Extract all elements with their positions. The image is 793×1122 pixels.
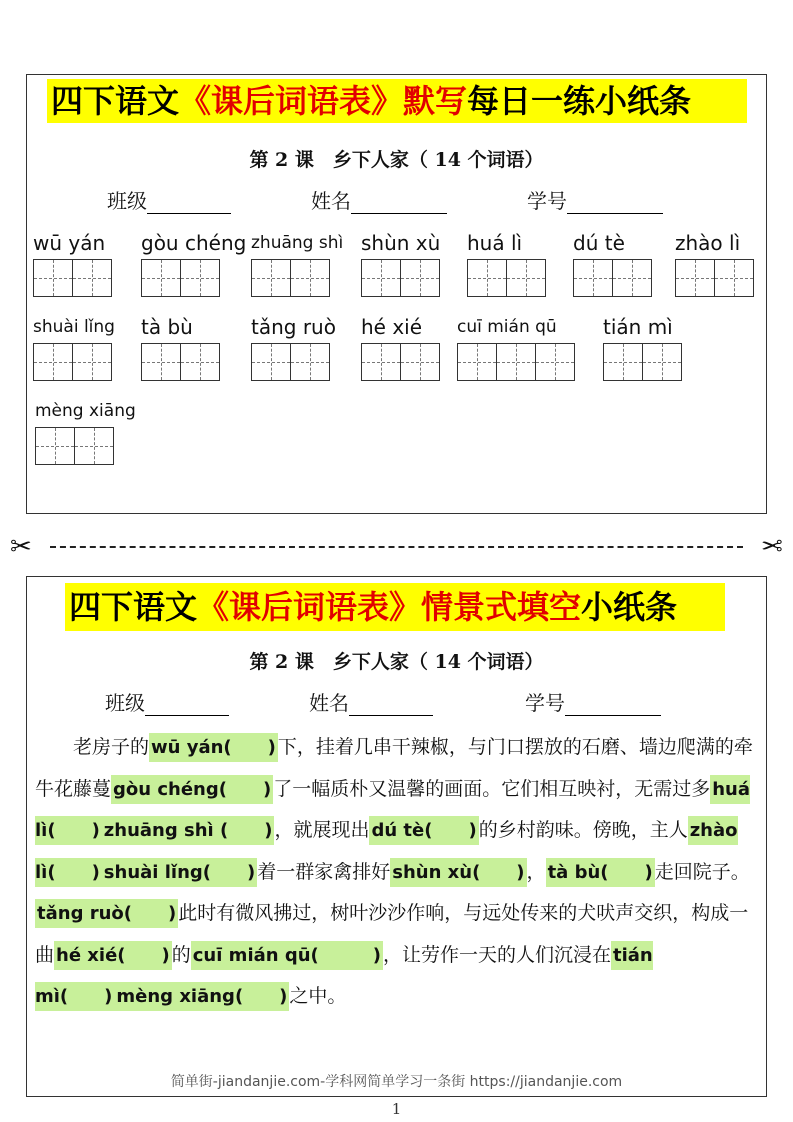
class-line[interactable] — [147, 194, 231, 214]
name-line[interactable] — [351, 194, 447, 214]
name-label: 姓名 — [309, 691, 349, 715]
character-cell[interactable] — [141, 343, 181, 381]
story-text: ， — [526, 860, 546, 883]
pinyin-label: shùn xù — [361, 231, 441, 255]
character-cell[interactable] — [251, 343, 291, 381]
writing-grid — [361, 259, 440, 297]
fill-blank[interactable]: cuī mián qū( ) — [191, 941, 383, 970]
fill-blank[interactable]: zhào lì( ) — [35, 816, 738, 887]
word-item — [603, 315, 682, 381]
title-suffix: 每日一练小纸条 — [467, 82, 692, 120]
writing-grid — [675, 259, 754, 297]
pinyin-label: wū yán — [33, 231, 106, 255]
word-item — [35, 399, 136, 465]
fill-blank[interactable]: huá lì( ) — [35, 775, 750, 846]
scissors-icon: ✂ — [761, 532, 783, 562]
word-item — [251, 231, 343, 297]
story-text: 了一幅质朴又温馨的画面。它们相互映衬，无需过多 — [273, 777, 711, 800]
pinyin-label: tǎng ruò — [251, 315, 336, 339]
lesson-heading: 第 2 课 乡下人家（ 14 个词语） — [249, 149, 544, 171]
cut-line — [10, 533, 783, 561]
character-cell[interactable] — [400, 259, 440, 297]
pinyin-label: cuī mián qū — [457, 317, 557, 337]
title-suffix: 小纸条 — [581, 588, 678, 626]
word-item — [573, 231, 652, 297]
character-cell[interactable] — [603, 343, 643, 381]
character-cell[interactable] — [457, 343, 497, 381]
writing-grid — [33, 343, 115, 381]
character-cell[interactable] — [675, 259, 715, 297]
story-text: 走回院子。 — [654, 860, 750, 883]
story-text: ，就展现出 — [274, 819, 370, 841]
character-cell[interactable] — [290, 259, 330, 297]
writing-grid — [251, 259, 343, 297]
word-item — [141, 315, 220, 381]
character-cell[interactable] — [361, 259, 401, 297]
character-cell[interactable] — [74, 427, 114, 465]
page-number: 1 — [391, 1100, 402, 1118]
fill-blank[interactable]: tà bù( ) — [546, 858, 655, 887]
character-cell[interactable] — [72, 259, 112, 297]
character-cell[interactable] — [642, 343, 682, 381]
fill-blank[interactable]: shùn xù( ) — [390, 858, 526, 887]
character-cell[interactable] — [141, 259, 181, 297]
class-label: 班级 — [107, 189, 147, 213]
character-cell[interactable] — [290, 343, 330, 381]
word-item — [361, 315, 440, 381]
name-field[interactable] — [311, 185, 447, 214]
name-field[interactable] — [309, 687, 433, 716]
word-item — [675, 231, 754, 297]
fill-blank[interactable]: hé xié( ) — [54, 941, 172, 970]
id-line[interactable] — [567, 194, 663, 214]
story-paragraph — [35, 727, 761, 1018]
lesson-heading: 第 2 课 乡下人家（ 14 个词语） — [249, 651, 544, 673]
name-label: 姓名 — [311, 189, 351, 213]
scissors-icon: ✂ — [10, 532, 32, 562]
title-prefix: 四下语文 — [69, 588, 198, 626]
writing-grid — [141, 343, 220, 381]
writing-grid — [361, 343, 440, 381]
fill-blank[interactable]: gòu chéng( ) — [111, 775, 273, 804]
character-cell[interactable] — [400, 343, 440, 381]
pinyin-label: zhào lì — [675, 231, 741, 255]
pinyin-label: mèng xiāng — [35, 401, 136, 421]
class-label: 班级 — [105, 691, 145, 715]
student-id-field[interactable] — [525, 687, 661, 716]
writing-grid — [457, 343, 575, 381]
character-cell[interactable] — [496, 343, 536, 381]
pinyin-label: dú tè — [573, 231, 625, 255]
card-title — [47, 79, 747, 123]
character-cell[interactable] — [573, 259, 613, 297]
story-text: ，让劳作一天的人们沉浸在 — [383, 943, 612, 966]
word-item — [33, 315, 115, 381]
word-item — [141, 231, 246, 297]
story-text: 下，挂着几串干辣椒，与门口摆放的石磨、墙边爬满的牵牛花藤蔓 — [35, 736, 753, 800]
character-cell[interactable] — [361, 343, 401, 381]
pinyin-label: shuài lǐng — [33, 317, 115, 337]
student-id-field[interactable] — [527, 185, 663, 214]
story-text: 老房子的 — [73, 736, 150, 758]
pinyin-label: huá lì — [467, 231, 523, 255]
pinyin-label: gòu chéng — [141, 231, 247, 255]
card-title — [65, 583, 725, 631]
word-item — [251, 315, 336, 381]
story-text: 之中。 — [289, 985, 347, 1007]
story-text: 的乡村韵味。傍晚，主人 — [478, 819, 688, 841]
character-cell[interactable] — [180, 259, 220, 297]
story-text: 的 — [171, 943, 191, 966]
writing-grid — [573, 259, 652, 297]
title-highlight: 《课后词语表》默写 — [179, 82, 468, 120]
character-cell[interactable] — [535, 343, 575, 381]
word-item — [467, 231, 546, 297]
character-cell[interactable] — [251, 259, 291, 297]
word-item — [361, 231, 440, 297]
writing-grid — [35, 427, 136, 465]
word-item — [33, 231, 112, 297]
dictation-card — [26, 74, 767, 514]
character-cell[interactable] — [180, 343, 220, 381]
dashed-divider — [50, 546, 743, 548]
pinyin-label: zhuāng shì — [251, 233, 344, 253]
fill-blank[interactable]: tián mì( ) — [35, 941, 653, 1012]
character-cell[interactable] — [72, 343, 112, 381]
id-label: 学号 — [525, 691, 565, 715]
story-text: 着一群家禽排好 — [257, 860, 391, 883]
class-field[interactable] — [105, 687, 229, 716]
writing-grid — [603, 343, 682, 381]
fill-blank[interactable]: zhuāng shì ( ) — [102, 816, 275, 845]
character-cell[interactable] — [467, 259, 507, 297]
title-prefix: 四下语文 — [51, 82, 180, 120]
class-line[interactable] — [145, 696, 229, 716]
story-passage — [35, 727, 761, 1018]
pinyin-label: tián mì — [603, 315, 673, 339]
fill-blank[interactable]: shuài lǐng( ) — [102, 858, 257, 887]
pinyin-label: tà bù — [141, 315, 193, 339]
character-cell[interactable] — [35, 427, 75, 465]
writing-grid — [467, 259, 546, 297]
character-cell[interactable] — [506, 259, 546, 297]
name-line[interactable] — [349, 696, 433, 716]
fill-in-card — [26, 576, 767, 1097]
writing-grid — [141, 259, 246, 297]
writing-grid — [33, 259, 112, 297]
id-line[interactable] — [565, 696, 661, 716]
character-cell[interactable] — [33, 259, 73, 297]
fill-blank[interactable]: wū yán( ) — [149, 733, 278, 762]
fill-blank[interactable]: tǎng ruò( ) — [35, 899, 178, 928]
title-highlight: 《课后词语表》情景式填空 — [197, 588, 582, 626]
word-item — [457, 315, 575, 381]
class-field[interactable] — [107, 185, 231, 214]
character-cell[interactable] — [612, 259, 652, 297]
pinyin-label: hé xié — [361, 315, 423, 339]
writing-grid — [251, 343, 336, 381]
character-cell[interactable] — [714, 259, 754, 297]
footer-watermark: 简单街-jiandanjie.com-学科网简单学习一条街 https://jiandanjie.com — [170, 1074, 623, 1090]
story-text: 此时有微风拂过，树叶沙沙作响，与远处传来的犬吠声交织，构成一曲 — [35, 902, 749, 966]
character-cell[interactable] — [33, 343, 73, 381]
fill-blank[interactable]: dú tè( ) — [369, 816, 478, 845]
id-label: 学号 — [527, 189, 567, 213]
fill-blank[interactable]: mèng xiāng( ) — [114, 982, 289, 1011]
